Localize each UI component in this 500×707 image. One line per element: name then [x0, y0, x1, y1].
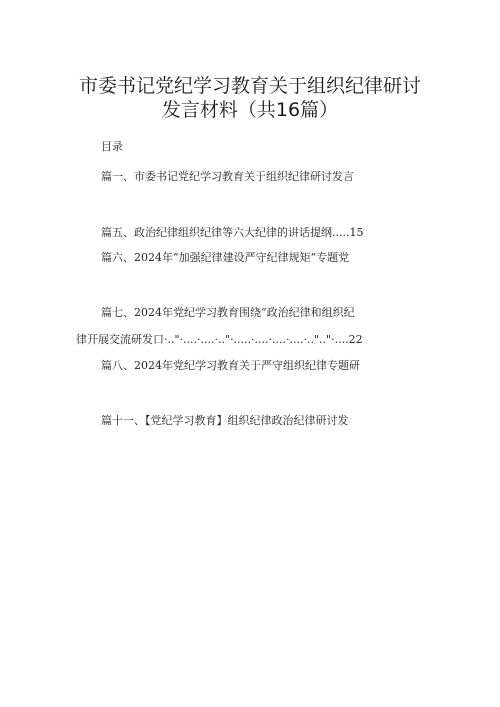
document-title-line-2: 发言材料（共16篇） — [161, 99, 339, 121]
document-title-line-1: 市委书记党纪学习教育关于组织纪律研讨 — [78, 75, 421, 97]
toc-entry: 篇一、市委书记党纪学习教育关于组织纪律研讨发言 — [101, 170, 354, 183]
toc-entry: 篇十一、【党纪学习教育】组织纪律政治纪律研讨发 — [101, 414, 349, 427]
toc-entry: 篇八、2024年党纪学习教育关于严守组织纪律专题研 — [101, 359, 360, 372]
toc-heading: 目录 — [101, 140, 123, 153]
toc-entry: 篇七、2024年党纪学习教育围绕“政治纪律和组织纪 — [101, 306, 355, 319]
toc-entry: 篇五、政治纪律组织纪律等六大纪律的讲话提纲.....15 — [101, 226, 364, 239]
toc-entry-continuation: 律开展交流研发口·.."·....·....·.."·.....·....·....·....·..".."·....22 — [76, 333, 363, 346]
toc-entry: 篇六、2024年“加强纪律建设严守纪律规矩”专题党 — [101, 251, 350, 264]
